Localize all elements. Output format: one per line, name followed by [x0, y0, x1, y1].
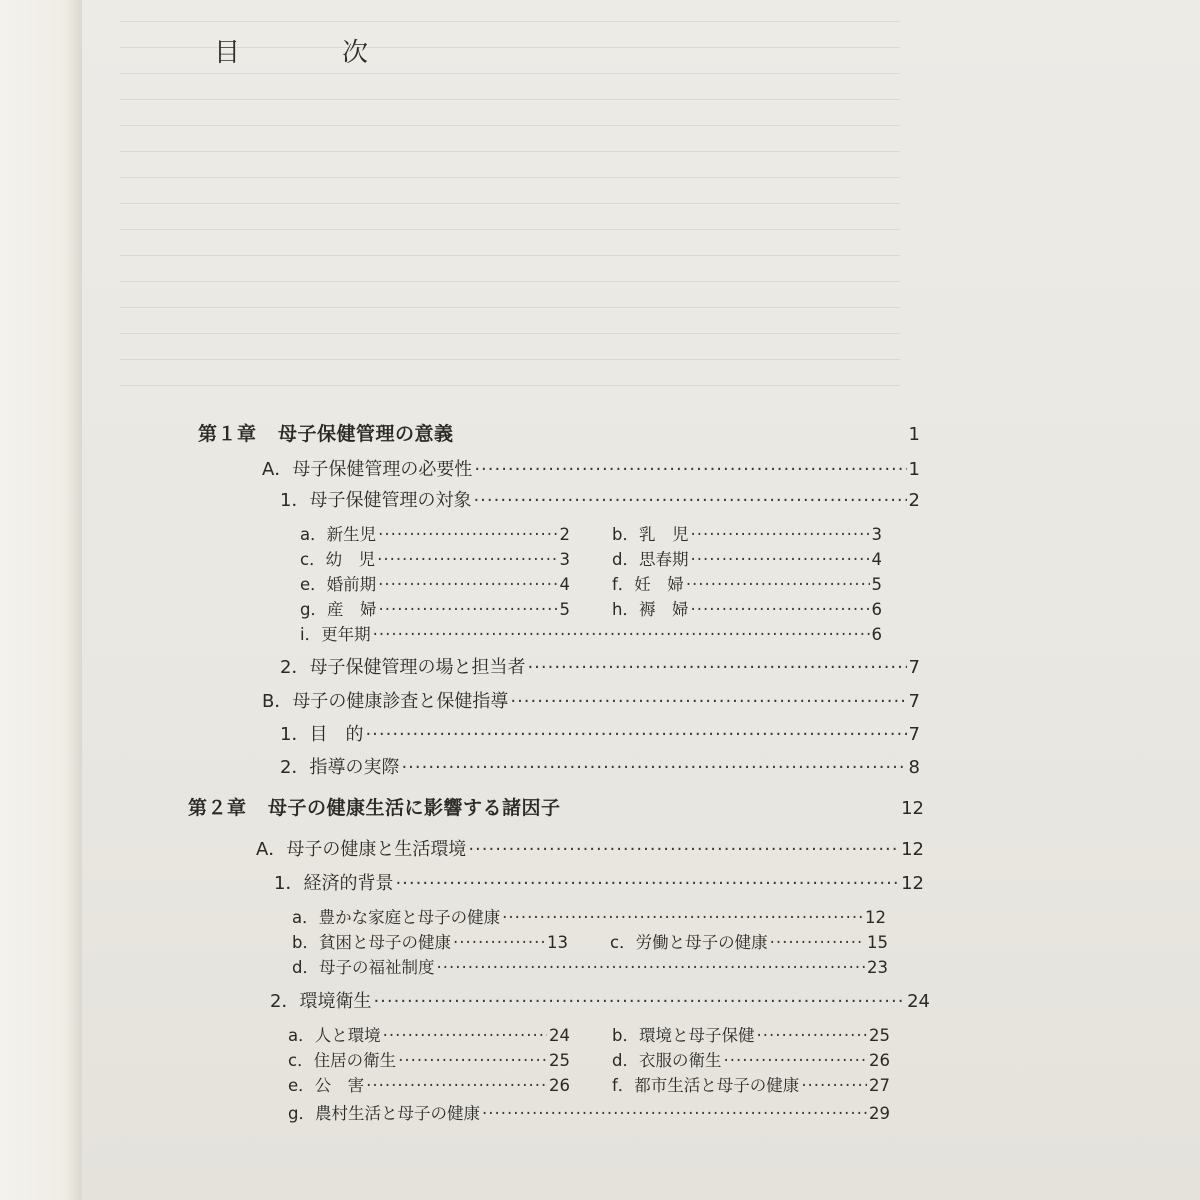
toc-entry [288, 1023, 570, 1049]
page-number: 4 [871, 550, 882, 569]
item-label: g．農村生活と母子の健康 [288, 1104, 480, 1123]
leader-dots [378, 522, 557, 548]
item-label: b．乳 児 [612, 525, 689, 544]
chapter-title: 母子保健管理の意義 [278, 423, 454, 445]
chapter-1-heading [198, 421, 920, 448]
toc-entry [612, 1023, 890, 1049]
toc-entry [292, 905, 886, 931]
toc-entry [612, 522, 882, 548]
leader-dots [690, 522, 869, 548]
item-label: d．衣服の衛生 [612, 1051, 722, 1070]
leader-dots [383, 1023, 547, 1049]
page-title: 目 次 [214, 38, 407, 68]
page-number: 6 [871, 625, 882, 644]
section-label: 1．経済的背景 [274, 873, 394, 894]
page-number: 12 [865, 908, 886, 927]
page-number: 4 [559, 575, 570, 594]
page-number: 23 [867, 958, 888, 977]
toc-entry [612, 572, 882, 598]
leader-dots [401, 755, 906, 781]
chapter-2-heading [188, 795, 924, 822]
item-label: c．幼 児 [300, 550, 376, 569]
page-number: 25 [869, 1026, 890, 1045]
leader-dots [723, 1048, 867, 1074]
page-number: 1 [908, 424, 920, 445]
chapter-title: 母子の健康生活に影響する諸因子 [268, 797, 561, 819]
leader-dots [373, 622, 870, 648]
page-number: 7 [908, 691, 920, 712]
section-label: 2．母子保健管理の場と担当者 [280, 657, 526, 678]
toc-entry [612, 1073, 890, 1099]
page-number: 26 [869, 1051, 890, 1070]
page-number: 15 [867, 933, 888, 952]
page-number: 7 [908, 724, 920, 745]
item-label: g．産 婦 [300, 600, 377, 619]
leader-dots [395, 871, 899, 897]
toc-entry [300, 622, 882, 648]
page-number: 8 [908, 757, 920, 778]
leader-dots [756, 1023, 867, 1049]
leader-dots [378, 572, 557, 598]
item-label: d．思春期 [612, 550, 689, 569]
toc-entry [274, 871, 924, 897]
leader-dots [690, 547, 869, 573]
page-number: 2 [559, 525, 570, 544]
toc-entry [256, 837, 924, 863]
page-number: 3 [871, 525, 882, 544]
page-number: 13 [547, 933, 568, 952]
item-label: c．労働と母子の健康 [610, 933, 768, 952]
item-label: b．環境と母子保健 [612, 1026, 755, 1045]
leader-dots [398, 1048, 547, 1074]
item-label: e．婚前期 [300, 575, 377, 594]
toc-entry [280, 655, 920, 681]
section-label: B．母子の健康診査と保健指導 [262, 691, 509, 712]
toc-entry [288, 1048, 570, 1074]
leader-dots [474, 457, 906, 483]
page-number: 27 [869, 1076, 890, 1095]
adjacent-page-edge [0, 0, 82, 1200]
item-label: d．母子の福祉制度 [292, 958, 435, 977]
page-number: 7 [908, 657, 920, 678]
leader-dots [436, 955, 865, 981]
page-number: 24 [549, 1026, 570, 1045]
leader-dots [801, 1073, 867, 1099]
item-label: h．褥 婦 [612, 600, 689, 619]
item-label: b．貧困と母子の健康 [292, 933, 451, 952]
toc-entry [262, 457, 920, 483]
toc-entry [300, 572, 570, 598]
toc-entry [300, 522, 570, 548]
leader-dots [502, 905, 863, 931]
section-label: A．母子保健管理の必要性 [262, 459, 473, 480]
page-number: 12 [901, 873, 924, 894]
item-label: i．更年期 [300, 625, 371, 644]
leader-dots [770, 930, 865, 956]
leader-dots [377, 547, 557, 573]
leader-dots [378, 597, 557, 623]
leader-dots [473, 488, 906, 514]
page-number: 5 [871, 575, 882, 594]
leader-dots [365, 722, 906, 748]
section-label: 2．指導の実際 [280, 757, 400, 778]
section-label: A．母子の健康と生活環境 [256, 839, 467, 860]
toc-entry [288, 1101, 890, 1127]
page-number: 12 [901, 839, 924, 860]
toc-entry [292, 955, 888, 981]
leader-dots [373, 989, 905, 1015]
toc-entry [300, 597, 570, 623]
leader-dots [453, 930, 545, 956]
leader-dots [686, 572, 870, 598]
leader-dots [690, 597, 869, 623]
page-number: 29 [869, 1104, 890, 1123]
page-number: 24 [907, 991, 930, 1012]
page-number: 5 [559, 600, 570, 619]
toc-entry [292, 930, 568, 956]
toc-entry [610, 930, 888, 956]
page-number: 12 [901, 798, 924, 819]
leader-dots [510, 689, 906, 715]
item-label: a．新生児 [300, 525, 377, 544]
toc-entry [270, 989, 930, 1015]
leader-dots [482, 1101, 867, 1127]
toc-entry [288, 1073, 570, 1099]
item-label: c．住居の衛生 [288, 1051, 397, 1070]
page-number: 1 [908, 459, 920, 480]
chapter-number: 第２章 [188, 797, 247, 819]
toc-entry [280, 755, 920, 781]
item-label: e．公 害 [288, 1076, 365, 1095]
section-label: 1．目 的 [280, 724, 364, 745]
toc-entry [300, 547, 570, 573]
chapter-number: 第１章 [198, 423, 257, 445]
toc-entry [280, 488, 920, 514]
toc-entry [280, 722, 920, 748]
toc-entry [612, 1048, 890, 1074]
page-number: 6 [871, 600, 882, 619]
toc-entry [612, 597, 882, 623]
leader-dots [527, 655, 906, 681]
section-label: 1．母子保健管理の対象 [280, 490, 472, 511]
item-label: f．都市生活と母子の健康 [612, 1076, 800, 1095]
leader-dots [468, 837, 899, 863]
item-label: a．人と環境 [288, 1026, 381, 1045]
page-number: 25 [549, 1051, 570, 1070]
leader-dots [366, 1073, 547, 1099]
page-number: 26 [549, 1076, 570, 1095]
section-label: 2．環境衛生 [270, 991, 372, 1012]
item-label: a．豊かな家庭と母子の健康 [292, 908, 501, 927]
toc-entry [612, 547, 882, 573]
toc-entry [262, 689, 920, 715]
page-number: 3 [559, 550, 570, 569]
item-label: f．妊 婦 [612, 575, 684, 594]
page-number: 2 [908, 490, 920, 511]
